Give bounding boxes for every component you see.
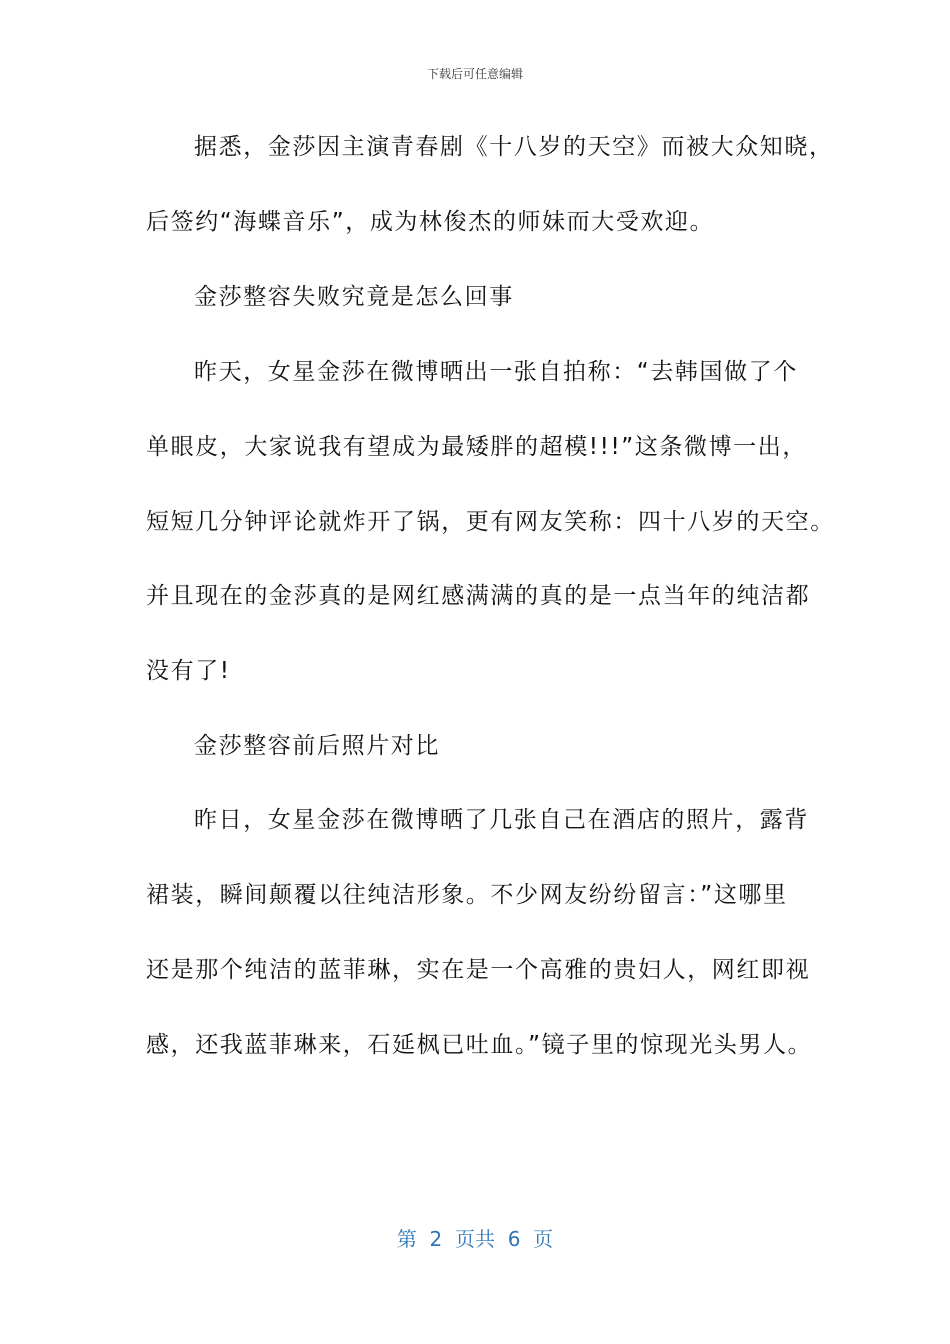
paragraph-line: 据悉，金莎因主演青春剧《十八岁的天空》而被大众知晓，	[194, 134, 834, 160]
paragraph-line: 还是那个纯洁的蓝菲琳，实在是一个高雅的贵妇人，网红即视	[146, 957, 811, 983]
page-header: 下载后可任意编辑	[426, 67, 523, 81]
paragraph-line: 没有了!	[146, 658, 231, 684]
paragraph-line: 单眼皮，大家说我有望成为最矮胖的超模!!!”这条微博一出，	[146, 434, 807, 460]
paragraph-line: 感，还我蓝菲琳来，石延枫已吐血。”镜子里的惊现光头男人。	[146, 1032, 813, 1058]
paragraph-line: 昨天，女星金莎在微博晒出一张自拍称：“去韩国做了个	[194, 359, 798, 385]
paragraph-line: 裙装，瞬间颠覆以往纯洁形象。不少网友纷纷留言：”这哪里	[146, 882, 788, 908]
section-heading: 金莎整容前后照片对比	[194, 733, 440, 759]
paragraph-line: 短短几分钟评论就炸开了锅，更有网友笑称：四十八岁的天空。	[146, 509, 835, 535]
section-heading: 金莎整容失败究竟是怎么回事	[194, 284, 514, 310]
paragraph-line: 后签约“海蝶音乐”，成为林俊杰的师妹而大受欢迎。	[146, 209, 715, 235]
paragraph-line: 昨日，女星金莎在微博晒了几张自己在酒店的照片，露背	[194, 807, 809, 833]
paragraph-line: 并且现在的金莎真的是网红感满满的真的是一点当年的纯洁都	[146, 583, 811, 609]
page-number-footer: 第 2 页共 6 页	[396, 1227, 554, 1251]
